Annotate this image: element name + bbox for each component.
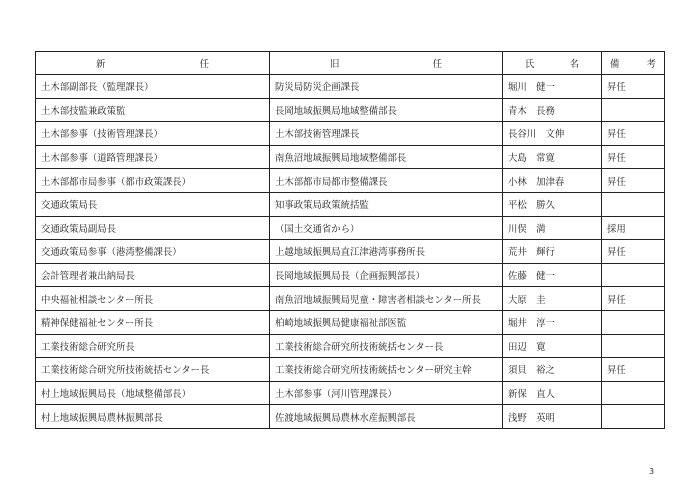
old-post-cell: 工業技術総合研究所技術統括センター研究主幹 (270, 358, 503, 382)
table-row (36, 75, 665, 99)
table-row (36, 122, 665, 146)
header-old-post: 旧 任 (270, 52, 503, 75)
old-post-cell: 土木部参事（河川管理課長） (270, 381, 503, 405)
new-post-cell: 村上地域振興局農林振興部長 (36, 405, 270, 429)
table-row (36, 381, 665, 405)
table-row (36, 287, 665, 311)
name-cell: 堀井 淳一 (503, 310, 602, 334)
new-post-cell: 村上地域振興局長（地域整備部長） (36, 381, 270, 405)
remark-cell (602, 310, 665, 334)
table-body (36, 75, 665, 429)
old-post-cell: 柏崎地域振興局健康福祉部医監 (270, 310, 503, 334)
name-cell: 大島 常寛 (503, 145, 602, 169)
name-cell: 長谷川 文伸 (503, 122, 602, 146)
new-post-cell: 交通政策局参事（港湾整備課長） (36, 240, 270, 264)
name-cell: 田辺 寛 (503, 334, 602, 358)
table-row (36, 310, 665, 334)
header-name: 氏 名 (503, 52, 602, 75)
name-cell: 荒井 輝行 (503, 240, 602, 264)
remark-cell (602, 381, 665, 405)
remark-cell: 昇任 (602, 358, 665, 382)
name-cell: 平松 勝久 (503, 192, 602, 216)
table-row (36, 169, 665, 193)
remark-cell: 採用 (602, 216, 665, 240)
name-cell: 堀川 健一 (503, 75, 602, 99)
table-row (36, 98, 665, 122)
name-cell: 大原 圭 (503, 287, 602, 311)
new-post-cell: 土木部参事（道路管理課長） (36, 145, 270, 169)
new-post-cell: 土木部技監兼政策監 (36, 98, 270, 122)
old-post-cell: 南魚沼地域振興局児童・障害者相談センター所長 (270, 287, 503, 311)
table-row (36, 405, 665, 429)
old-post-cell: 上越地域振興局直江津港湾事務所長 (270, 240, 503, 264)
header-remarks: 備 考 (602, 52, 665, 75)
new-post-cell: 工業技術総合研究所長 (36, 334, 270, 358)
table-row (36, 240, 665, 264)
remark-cell (602, 263, 665, 287)
table-row (36, 145, 665, 169)
new-post-cell: 精神保健福祉センター所長 (36, 310, 270, 334)
old-post-cell: 土木部技術管理課長 (270, 122, 503, 146)
name-cell: 浅野 英明 (503, 405, 602, 429)
new-post-cell: 土木部都市局参事（都市政策課長） (36, 169, 270, 193)
old-post-cell: 長岡地域振興局地域整備部長 (270, 98, 503, 122)
new-post-cell: 工業技術総合研究所技術統括センター長 (36, 358, 270, 382)
remark-cell: 昇任 (602, 145, 665, 169)
remark-cell (602, 192, 665, 216)
table-row (36, 192, 665, 216)
remark-cell (602, 98, 665, 122)
table-row (36, 216, 665, 240)
new-post-cell: 土木部参事（技術管理課長） (36, 122, 270, 146)
new-post-cell: 中央福祉相談センター所長 (36, 287, 270, 311)
old-post-cell: 土木部都市局都市整備課長 (270, 169, 503, 193)
name-cell: 青木 長務 (503, 98, 602, 122)
header-new-post: 新 任 (36, 52, 270, 75)
remark-cell: 昇任 (602, 75, 665, 99)
old-post-cell: 工業技術総合研究所技術統括センター長 (270, 334, 503, 358)
table-header-row (36, 52, 665, 75)
remark-cell: 昇任 (602, 169, 665, 193)
page-number: 3 (649, 467, 655, 476)
new-post-cell: 交通政策局長 (36, 192, 270, 216)
old-post-cell: 防災局防災企画課長 (270, 75, 503, 99)
name-cell: 新保 直人 (503, 381, 602, 405)
old-post-cell: 佐渡地域振興局農林水産振興部長 (270, 405, 503, 429)
old-post-cell: （国土交通省から） (270, 216, 503, 240)
name-cell: 佐藤 健一 (503, 263, 602, 287)
table-row (36, 358, 665, 382)
remark-cell: 昇任 (602, 122, 665, 146)
name-cell: 小林 加津春 (503, 169, 602, 193)
new-post-cell: 土木部副部長（監理課長） (36, 75, 270, 99)
remark-cell: 昇任 (602, 287, 665, 311)
remark-cell (602, 405, 665, 429)
old-post-cell: 南魚沼地域振興局地域整備部長 (270, 145, 503, 169)
name-cell: 須貝 裕之 (503, 358, 602, 382)
table-row (36, 263, 665, 287)
remark-cell (602, 334, 665, 358)
table-row (36, 334, 665, 358)
personnel-table (35, 51, 665, 429)
name-cell: 川俣 満 (503, 216, 602, 240)
remark-cell: 昇任 (602, 240, 665, 264)
new-post-cell: 会計管理者兼出納局長 (36, 263, 270, 287)
old-post-cell: 知事政策局政策統括監 (270, 192, 503, 216)
old-post-cell: 長岡地域振興局長（企画振興部長） (270, 263, 503, 287)
new-post-cell: 交通政策局副局長 (36, 216, 270, 240)
